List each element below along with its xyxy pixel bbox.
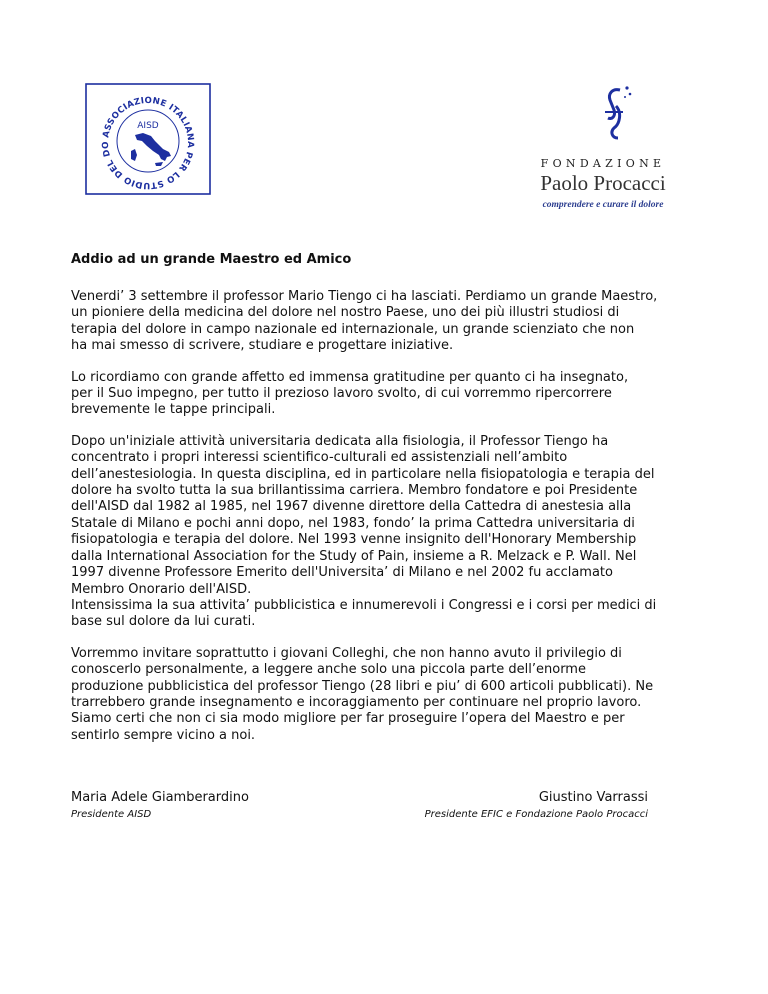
text-line: produzione pubblicistica del professor Tiengo (28 libri e piu’ di 600 articoli pubblicati). Ne bbox=[71, 678, 654, 694]
signature-left bbox=[71, 790, 249, 820]
aisd-ring-text: ASSOCIAZIONE ITALIANA PER LO STUDIO DEL DO bbox=[100, 95, 196, 191]
text-line: dell'AISD dal 1982 al 1985, nel 1967 divenne direttore della Cattedra di anestesia alla bbox=[71, 499, 632, 515]
text-line: dolore ha svolto tutta la sua brillantissima carriera. Membro fondatore e poi Presidente bbox=[71, 483, 638, 499]
fondazione-name: Paolo Procacci bbox=[540, 171, 666, 195]
letter-title: Addio ad un grande Maestro ed Amico bbox=[71, 252, 352, 267]
text-line: brevemente le tappe principali. bbox=[71, 402, 276, 418]
paragraph-3 bbox=[71, 434, 701, 631]
text-line: base sul dolore da lui curati. bbox=[71, 614, 256, 630]
text-line: Siamo certi che non ci sia modo migliore per far proseguire l’opera del Maestro e per bbox=[71, 711, 625, 727]
text-line: Statale di Milano e pochi anni dopo, nel 1983, fondo’ la prima Cattedra universitaria di bbox=[71, 515, 635, 531]
paragraph-4 bbox=[71, 646, 701, 744]
text-line: Lo ricordiamo con grande affetto ed immensa gratitudine per quanto ci ha insegnato, bbox=[71, 369, 629, 385]
text-line: concentrato i propri interessi scientifico-culturali ed assistenziali nell’ambito bbox=[71, 450, 568, 466]
text-line: terapia del dolore in campo nazionale ed internazionale, un grande scienziato che non bbox=[71, 321, 635, 337]
text-line: ha mai smesso di scrivere, studiare e progettare iniziative. bbox=[71, 338, 454, 354]
fondazione-word: FONDAZIONE bbox=[540, 157, 666, 170]
text-line: conoscerlo personalmente, a leggere anche solo una piccola parte dell’enorme bbox=[71, 662, 586, 678]
text-line: 1997 divenne Professore Emerito dell'Universita’ di Milano e nel 2002 fu acclamato bbox=[71, 565, 613, 581]
text-line: Intensissima la sua attivita’ pubblicistica e innumerevoli i Congressi e i corsi per medici di bbox=[71, 597, 657, 613]
letter-body bbox=[71, 289, 701, 759]
signatory-role: Presidente AISD bbox=[71, 809, 152, 820]
text-line: Vorremmo invitare soprattutto i giovani Colleghi, che non hanno avuto il privilegio di bbox=[71, 645, 622, 661]
text-line: Dopo un'iniziale attività universitaria dedicata alla fisiologia, il Professor Tiengo ha bbox=[71, 433, 609, 449]
signature-right bbox=[425, 790, 648, 820]
text-line: Venerdi’ 3 settembre il professor Mario Tiengo ci ha lasciati. Perdiamo un grande Maestro, bbox=[71, 289, 658, 304]
signatory-name: Giustino Varrassi bbox=[538, 790, 648, 805]
aisd-acronym: AISD bbox=[137, 121, 159, 131]
text-line: trarrebbero grande insegnamento e incoraggiamento per continuare nel proprio lavoro. bbox=[71, 694, 642, 710]
text-line: dalla International Association for the Study of Pain, insieme a R. Melzack e P. Wall. Nel bbox=[71, 548, 637, 564]
text-line: sentirlo sempre vicino a noi. bbox=[71, 727, 256, 743]
paragraph-1 bbox=[71, 289, 701, 355]
fondazione-mark-icon bbox=[590, 84, 638, 142]
aisd-logo bbox=[85, 83, 211, 195]
fondazione-logo bbox=[518, 82, 688, 217]
aisd-emblem-icon bbox=[85, 83, 211, 195]
text-line: per il Suo impegno, per tutto il prezioso lavoro svolto, di cui vorremmo ripercorrere bbox=[71, 386, 612, 402]
signatory-role: Presidente EFIC e Fondazione Paolo Procacci bbox=[424, 809, 648, 820]
paragraph-2 bbox=[71, 370, 701, 419]
fondazione-tagline: comprendere e curare il dolore bbox=[542, 200, 664, 210]
signatory-name: Maria Adele Giamberardino bbox=[71, 790, 249, 805]
text-line: fisiopatologia e terapia del dolore. Nel 1993 venne insignito dell'Honorary Membership bbox=[71, 532, 637, 548]
text-line: dell’anestesiologia. In questa disciplina, ed in particolare nella fisiopatologia e terapia del bbox=[71, 466, 655, 482]
text-line: Membro Onorario dell'AISD. bbox=[71, 581, 252, 597]
text-line: un pioniere della medicina del dolore nel nostro Paese, uno dei più illustri studiosi di bbox=[71, 305, 620, 321]
